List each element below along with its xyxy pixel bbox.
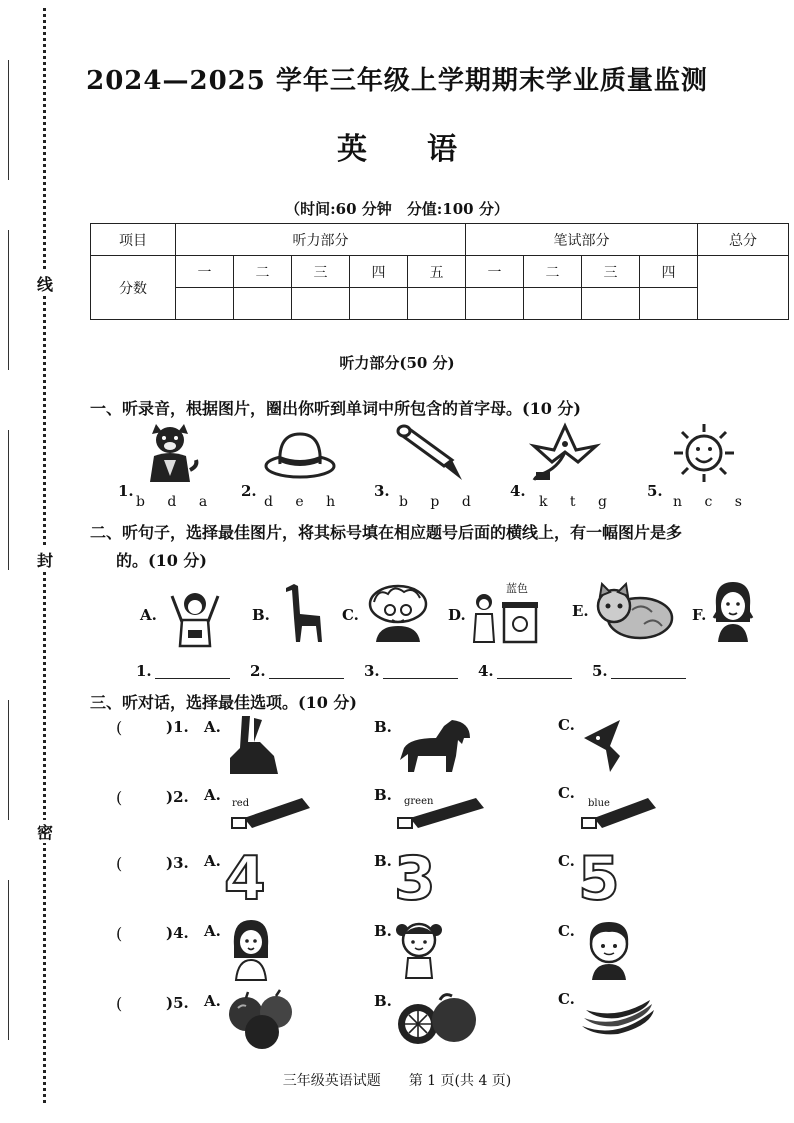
girl-waving-icon xyxy=(168,586,222,648)
option-label: C. xyxy=(558,852,575,870)
part1-letters[interactable]: k t g xyxy=(539,494,616,510)
option-label: A. xyxy=(204,852,221,870)
part1-letters[interactable]: n c s xyxy=(673,494,751,510)
margin-rule xyxy=(8,880,9,1040)
score-cell[interactable] xyxy=(292,288,350,320)
part1-letters[interactable]: b d a xyxy=(136,494,217,510)
part3-instruction: 三、听对话，选择最佳选项。(10 分) xyxy=(90,693,357,712)
cat-icon xyxy=(592,584,676,642)
option-label: C. xyxy=(558,716,575,734)
part2-blank-num: 1. xyxy=(136,662,152,680)
part2-blank-num: 3. xyxy=(364,662,380,680)
time-info: （时间:60 分钟 分值:100 分） xyxy=(285,200,509,218)
option-label: B. xyxy=(374,852,392,870)
dog-icon xyxy=(140,420,200,488)
sun-icon xyxy=(668,422,740,484)
score-col: 一 xyxy=(176,256,234,288)
part3-q-num: )1. xyxy=(166,718,189,736)
binding-seal-char: 封 xyxy=(36,548,54,571)
listening-section-title: 听力部分(50 分) xyxy=(339,354,455,372)
part1-num: 5. xyxy=(647,482,663,500)
number-3-icon: 3 xyxy=(394,844,436,914)
part2-label: F. xyxy=(692,606,707,624)
apples-icon xyxy=(224,990,300,1050)
part3-q-num: )2. xyxy=(166,788,189,806)
margin-rule xyxy=(8,700,9,820)
option-label: C. xyxy=(558,922,575,940)
paint-tube-icon xyxy=(230,794,314,832)
girl-face-icon xyxy=(710,578,756,644)
part2-instruction-line1: 二、听句子，选择最佳图片，将其标号填在相应题号后面的横线上，有一幅图片是多 xyxy=(90,523,683,542)
number-5-icon: 5 xyxy=(578,844,620,914)
pen-icon xyxy=(396,424,468,484)
score-col: 三 xyxy=(582,256,640,288)
binding-secret-char: 密 xyxy=(36,820,54,843)
option-label: A. xyxy=(204,786,221,804)
part2-label: B. xyxy=(252,606,270,624)
option-label: B. xyxy=(374,922,392,940)
option-label: B. xyxy=(374,718,392,736)
kite-icon xyxy=(530,422,600,484)
paint-tube-icon xyxy=(580,794,660,832)
paint-text: blue xyxy=(588,798,610,809)
binding-line-char: 线 xyxy=(36,272,54,295)
part1-instruction: 一、听录音，根据图片，圈出你听到单词中所包含的首字母。(10 分) xyxy=(90,399,581,418)
part2-blank-num: 2. xyxy=(250,662,266,680)
answer-blank[interactable] xyxy=(497,678,572,679)
fish-icon xyxy=(580,716,624,774)
answer-paren[interactable]: ( xyxy=(116,994,123,1013)
part2-blank-num: 4. xyxy=(478,662,494,680)
lion-icon xyxy=(396,716,476,774)
page-footer: 三年级英语试题 第 1 页(共 4 页) xyxy=(282,1073,512,1089)
option-label: B. xyxy=(374,992,392,1010)
part3-q-num: )3. xyxy=(166,854,189,872)
margin-rule xyxy=(8,430,9,570)
score-col: 四 xyxy=(350,256,408,288)
score-cell[interactable] xyxy=(582,288,640,320)
score-cell[interactable] xyxy=(466,288,524,320)
paint-text: green xyxy=(404,796,434,807)
score-col: 四 xyxy=(640,256,698,288)
answer-blank[interactable] xyxy=(269,678,344,679)
score-table xyxy=(90,223,789,320)
score-cell[interactable] xyxy=(408,288,466,320)
answer-paren[interactable]: ( xyxy=(116,854,123,873)
score-cell[interactable] xyxy=(640,288,698,320)
part3-q-num: )4. xyxy=(166,924,189,942)
giraffe-icon xyxy=(280,578,326,644)
part2-instruction-line2: 的。(10 分) xyxy=(116,551,207,570)
part1-num: 1. xyxy=(118,482,134,500)
score-table-item: 项目 xyxy=(91,224,176,256)
score-table-total: 总分 xyxy=(698,224,789,256)
margin-rule xyxy=(8,230,9,370)
blue-tag: 蓝色 xyxy=(506,582,528,595)
option-label: A. xyxy=(204,922,221,940)
hat-icon xyxy=(262,428,338,480)
number-4-icon: 4 xyxy=(224,844,266,914)
part3-q-num: )5. xyxy=(166,994,189,1012)
score-table-writing: 笔试部分 xyxy=(466,224,698,256)
paint-text: red xyxy=(232,798,250,809)
option-label: C. xyxy=(558,990,575,1008)
score-table-score-label: 分数 xyxy=(91,256,176,320)
part1-num: 3. xyxy=(374,482,390,500)
girl-icon xyxy=(228,916,274,982)
paint-tube-icon xyxy=(396,794,488,832)
score-cell[interactable] xyxy=(176,288,234,320)
score-table-listening: 听力部分 xyxy=(176,224,466,256)
answer-paren[interactable]: ( xyxy=(116,718,123,737)
answer-blank[interactable] xyxy=(383,678,458,679)
option-label: B. xyxy=(374,786,392,804)
exam-title: 2024—2025 学年三年级上学期期末学业质量监测 xyxy=(86,66,708,96)
part1-letters[interactable]: b p d xyxy=(399,494,480,510)
score-total-cell[interactable] xyxy=(698,256,789,320)
part2-label: A. xyxy=(140,606,157,624)
score-col: 五 xyxy=(408,256,466,288)
grandma-icon xyxy=(364,582,432,646)
score-col: 二 xyxy=(524,256,582,288)
part1-num: 4. xyxy=(510,482,526,500)
subject-title: 英语 xyxy=(337,132,517,167)
answer-paren[interactable]: ( xyxy=(116,924,123,943)
answer-blank[interactable] xyxy=(155,678,230,679)
rabbit-icon xyxy=(224,714,282,776)
score-col: 三 xyxy=(292,256,350,288)
part2-label: E. xyxy=(572,602,589,620)
part2-label: D. xyxy=(448,606,466,624)
boy-icon xyxy=(582,918,636,980)
baby-icon xyxy=(394,918,444,980)
option-label: A. xyxy=(204,992,221,1010)
score-cell[interactable] xyxy=(350,288,408,320)
part2-blank-num: 5. xyxy=(592,662,608,680)
bananas-icon xyxy=(578,996,658,1038)
option-label: C. xyxy=(558,784,575,802)
part1-num: 2. xyxy=(241,482,257,500)
score-col: 二 xyxy=(234,256,292,288)
girl-bin-icon xyxy=(470,592,542,644)
score-cell[interactable] xyxy=(234,288,292,320)
part2-label: C. xyxy=(342,606,359,624)
answer-paren[interactable]: ( xyxy=(116,788,123,807)
option-label: A. xyxy=(204,718,221,736)
score-cell[interactable] xyxy=(524,288,582,320)
answer-blank[interactable] xyxy=(611,678,686,679)
oranges-icon xyxy=(394,990,480,1050)
score-col: 一 xyxy=(466,256,524,288)
part1-letters[interactable]: d e h xyxy=(264,494,345,510)
